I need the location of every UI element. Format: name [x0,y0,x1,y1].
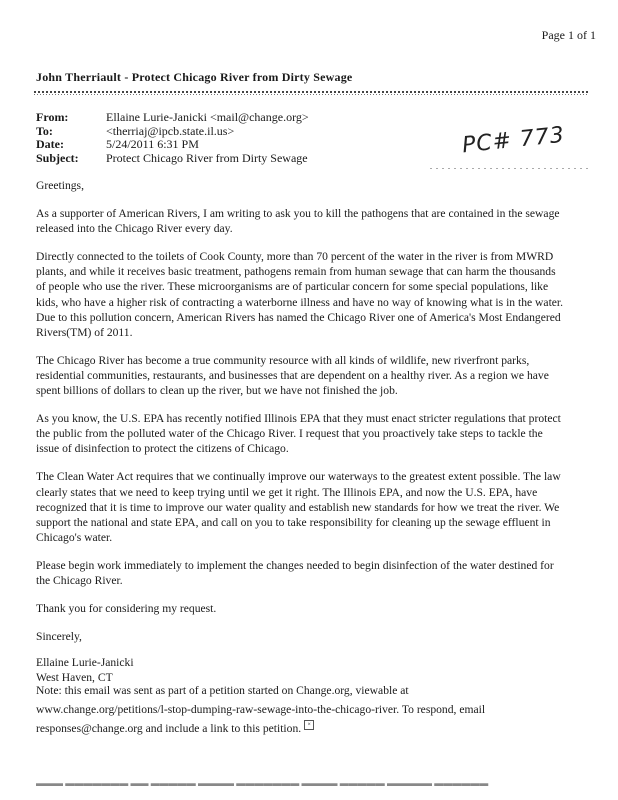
body-paragraph-5: The Clean Water Act requires that we continually improve our waterways to the greatest extent possible. The law clearly states that we need to keep trying until we get it right. The Illinois EPA, and now the U.S. EPA, have recognized that it is time to improve our water quality and establish new standards for how we treat the river. We support the national and state EPA, and call on you to take responsibility for cleaning up the sewage effluent in Chicago's water. [36,470,561,544]
page-footer-cutoff [36,778,598,786]
title-divider-secondary [34,94,588,95]
email-title: John Therriault - Protect Chicago River from Dirty Sewage [36,70,353,84]
from-value: Ellaine Lurie-Janicki <mail@change.org> [106,110,309,124]
footer-smudge: ▬▬▬ ▬▬▬▬▬▬▬ ▬▬ ▬▬▬▬▬ ▬▬▬▬ ▬▬▬▬▬▬▬ ▬▬▬▬ ▬▬▬▬▬ ▬▬▬▬▬ ▬▬▬▬▬▬ [36,778,489,786]
date-label: Date: [36,137,64,151]
image-placeholder-icon: × [304,720,314,730]
note-line-3 [36,719,576,738]
note-line-1: Note: this email was sent as part of a petition started on Change.org, viewable at [36,684,409,697]
to-label: To: [36,123,53,138]
page-number: Page 1 of 1 [541,28,596,42]
from-row [36,111,309,125]
note-line-2: www.change.org/petitions/l-stop-dumping-raw-sewage-into-the-chicago-river. To respond, email [36,703,486,716]
title-divider [34,91,588,93]
handwritten-stamp: PC# 773 [460,122,567,159]
body-paragraph-1: As a supporter of American Rivers, I am writing to ask you to kill the pathogens that are contained in the sewage released into the Chicago River every day. [36,207,560,236]
greeting: Greetings, [36,179,84,192]
to-row [36,125,309,139]
email-body [36,178,564,685]
subject-value: Protect Chicago River from Dirty Sewage [106,150,308,165]
signer-location: West Haven, CT [36,671,113,685]
body-paragraph-7: Thank you for considering my request. [36,602,217,616]
subject-row [36,152,309,166]
body-paragraph-6: Please begin work immediately to implement the changes needed to begin disinfection of the water destined for the Chicago River. [36,558,554,587]
email-header [36,111,309,165]
date-value: 5/24/2011 6:31 PM [106,137,199,151]
note-line-3-text: responses@change.org and include a link to this petition. [36,722,302,735]
body-paragraph-4: As you know, the U.S. EPA has recently notified Illinois EPA that they must enact stricter regulations that protect the public from the polluted water of the Chicago River. I request that you proactively take steps to tackle the issue of disinfection to protect the citizens of Chicago. [36,412,561,456]
petition-note [36,681,576,738]
signer-name: Ellaine Lurie-Janicki [36,656,134,670]
to-value: <therriaj@ipcb.state.il.us> [106,123,235,138]
closing: Sincerely, [36,630,82,644]
subject-label: Subject: [36,150,79,165]
body-paragraph-3: The Chicago River has become a true community resource with all kinds of wildlife, new riverfront parks, residential communities, restaurants, and businesses that are dependent on a healthy river. As a region we have spent billions of dollars to clean up the river, but we have not finished the job. [36,353,549,398]
body-paragraph-2: Directly connected to the toilets of Cook County, more than 70 percent of the water in the river is from MWRD plants, and while it receives basic treatment, pathogens remain from human sewage that can harm the thousands of people who use the river. These microorganisms are of particular concern for some special populations, like kids, who have a higher risk of contracting a waterborne illness and have no way of knowing what is in the water. Due to this pollution concern, American Rivers has named the Chicago River one of America's Most Endangered Rivers(TM) of 2011. [36,250,564,339]
stamp-underline [430,168,588,169]
date-row [36,138,309,152]
from-label: From: [36,110,69,124]
